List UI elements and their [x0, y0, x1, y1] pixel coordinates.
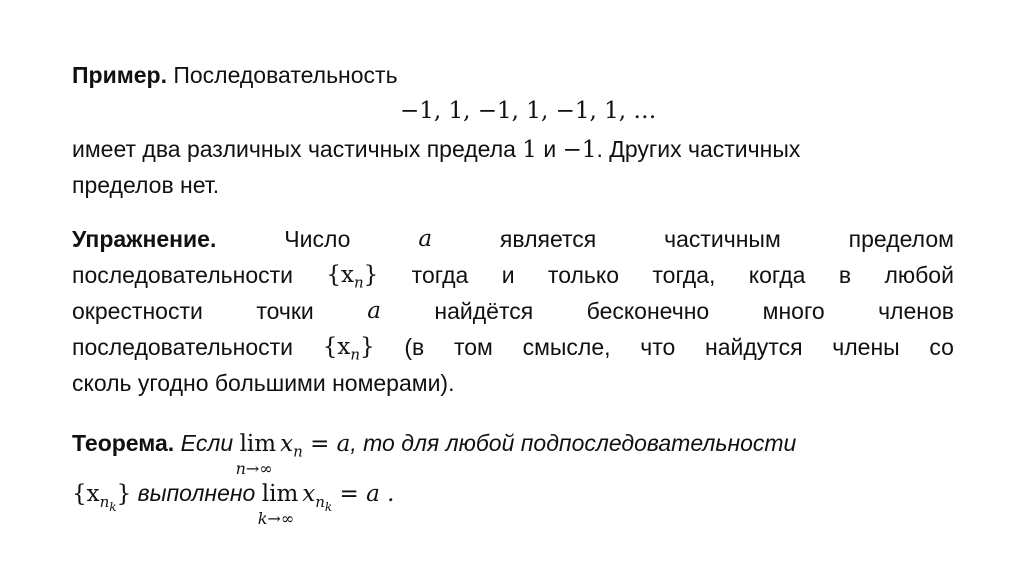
- word: пределом: [848, 226, 954, 252]
- example-sequence: −1, 1, −1, 1, −1, 1, …: [400, 98, 657, 124]
- word: том: [453, 334, 493, 360]
- word: в: [838, 262, 852, 288]
- exercise-line-3: [72, 296, 954, 326]
- word: точки: [256, 298, 314, 324]
- example-text-b: . Других частичных: [596, 136, 801, 162]
- value-one: 1: [522, 137, 537, 163]
- word: найдутся: [705, 334, 803, 360]
- limit-operator: lim k→∞: [257, 481, 299, 528]
- exercise-label: Упражнение.: [72, 226, 217, 252]
- word: только: [547, 262, 619, 288]
- example-and: и: [536, 136, 563, 162]
- theorem-line-2: [72, 478, 395, 528]
- exercise-line-4: [72, 332, 954, 370]
- word: много: [762, 298, 825, 324]
- example-intro: Последовательность: [173, 62, 398, 88]
- word: тогда: [411, 262, 469, 288]
- theorem-if: Если: [180, 430, 234, 456]
- word: (в: [404, 334, 425, 360]
- word: последовательности: [72, 262, 293, 288]
- word: найдётся: [434, 298, 534, 324]
- example-text-a: имеет два различных частичных предела: [72, 136, 523, 162]
- word: окрестности: [72, 298, 203, 324]
- example-line-3: [72, 134, 800, 165]
- word: что: [640, 334, 676, 360]
- word: и: [501, 262, 515, 288]
- point-a: a: [418, 226, 433, 252]
- word: смысле,: [522, 334, 611, 360]
- word: Число: [284, 226, 351, 252]
- word: со: [929, 334, 954, 360]
- theorem-holds: выполнено: [131, 480, 262, 506]
- word: члены: [832, 334, 900, 360]
- exercise-line-2: [72, 260, 954, 298]
- subsequence: $\{x_{n_k}\}$: [72, 481, 132, 514]
- word: когда: [748, 262, 806, 288]
- theorem-line-1: [72, 428, 797, 478]
- sequence-xn: $\{x_n\}$: [326, 262, 379, 292]
- word: тогда,: [652, 262, 716, 288]
- word: членов: [878, 298, 954, 324]
- example-label: Пример.: [72, 62, 167, 88]
- word: любой: [884, 262, 954, 288]
- word: является: [499, 226, 597, 252]
- limit-operator: lim n→∞: [235, 431, 277, 478]
- limit-expression: $x_{n_k} = a$ .: [302, 481, 395, 514]
- theorem-label: Теорема.: [72, 430, 175, 456]
- exercise-line-5: сколь угодно большими номерами).: [72, 370, 455, 396]
- word: бесконечно: [586, 298, 710, 324]
- theorem-then: , то для любой подпоследовательности: [350, 430, 797, 456]
- limit-expression: $x_n = a$: [280, 431, 351, 461]
- example-line-4: пределов нет.: [72, 172, 220, 198]
- point-a: a: [367, 298, 381, 324]
- example-line-1: [72, 60, 398, 90]
- value-minus-one: −1: [562, 137, 597, 163]
- word: частичным: [664, 226, 781, 252]
- exercise-line-1: [72, 224, 954, 254]
- word: последовательности: [72, 334, 293, 360]
- sequence-xn: $\{x_n\}$: [322, 334, 375, 364]
